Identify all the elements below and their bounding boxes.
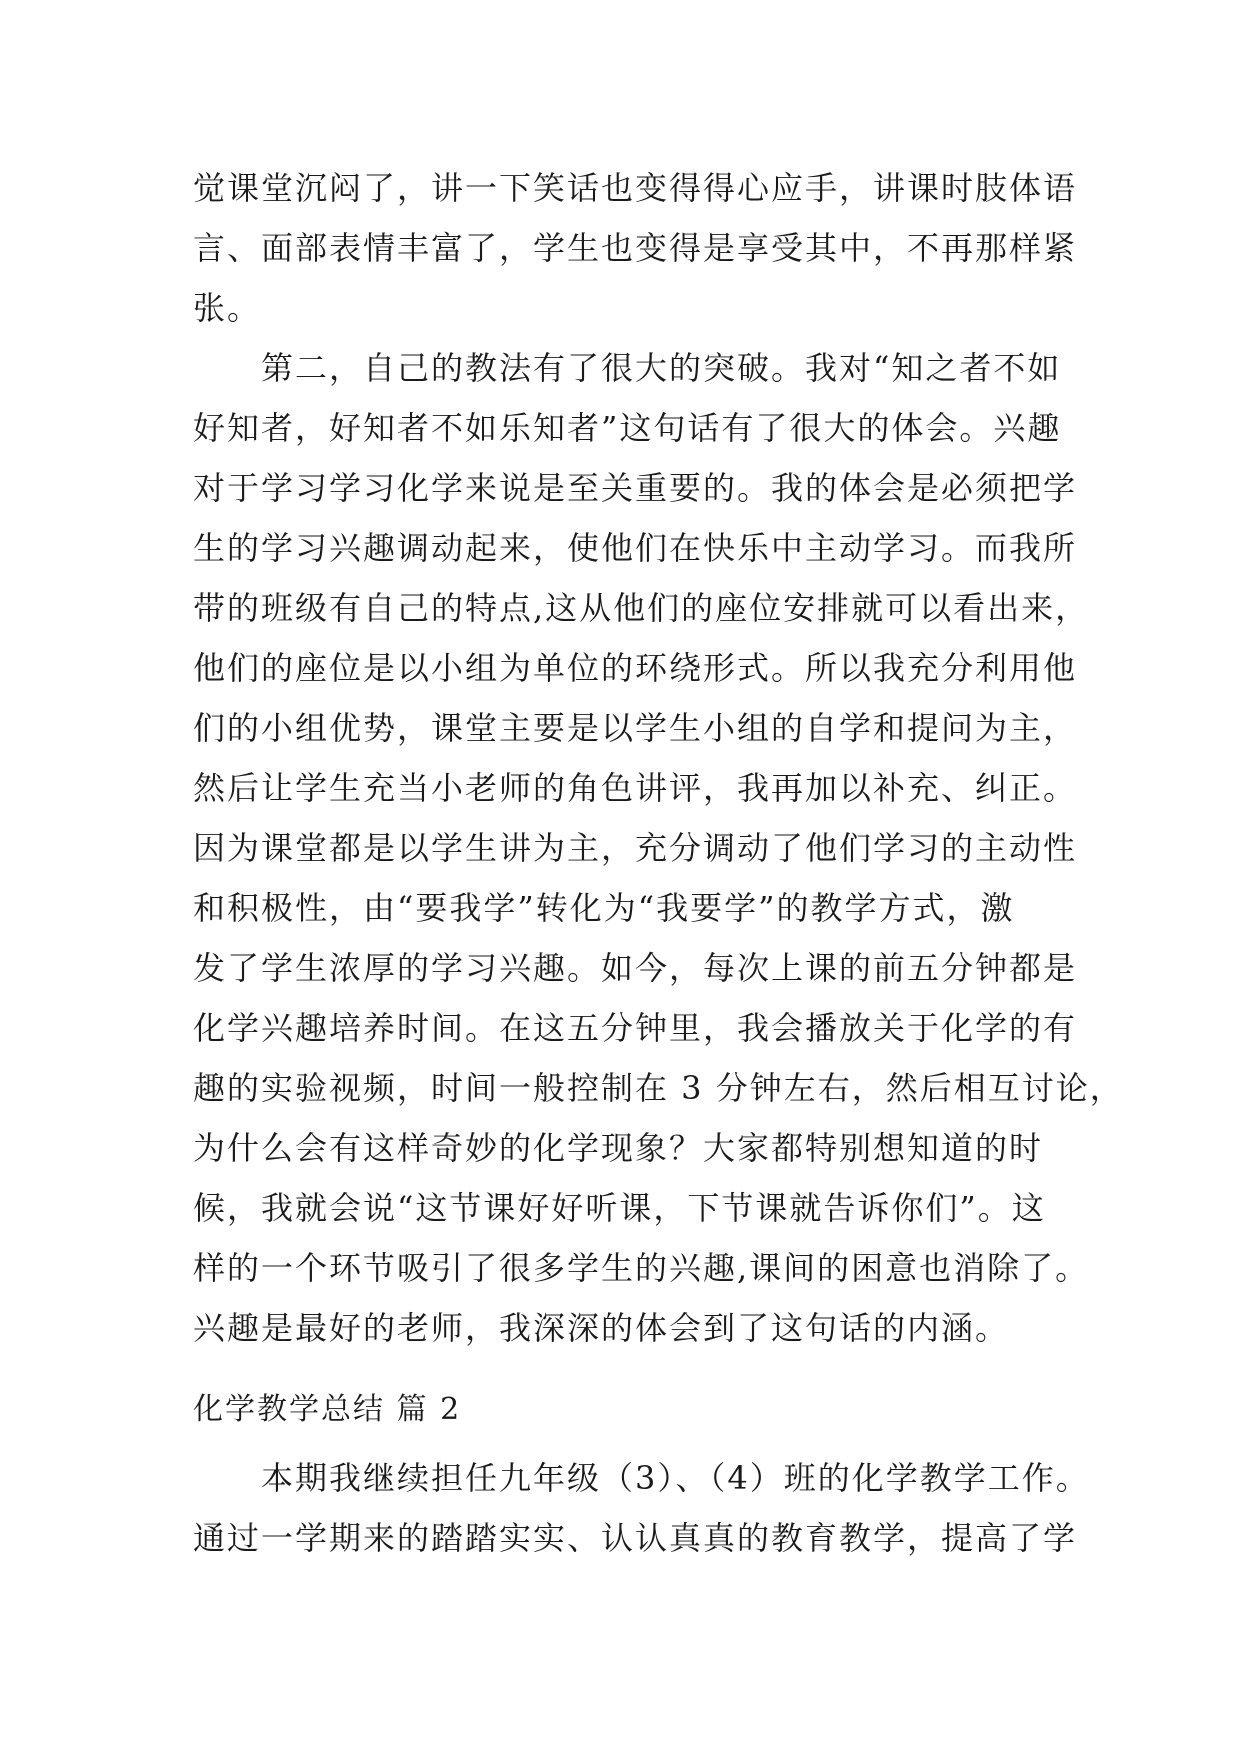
text-line: 趣的实验视频，时间一般控制在 3 分钟左右，然后相互讨论， [193, 1069, 1124, 1107]
text-line: 生的学习兴趣调动起来，使他们在快乐中主动学习。而我所 [193, 529, 1078, 567]
text-line: 好知者，好知者不如乐知者”这句话有了很大的体会。兴趣 [193, 409, 1062, 447]
text-line: 为什么会有这样奇妙的化学现象？大家都特别想知道的时 [193, 1129, 1044, 1167]
paragraph-continuation [193, 158, 1078, 338]
section-heading [193, 1380, 1053, 1440]
text-line: 通过一学期来的踏踏实实、认认真真的教育教学，提高了学 [193, 1519, 1078, 1557]
text-line: 因为课堂都是以学生讲为主，充分调动了他们学习的主动性 [193, 829, 1078, 867]
text-line: 样的一个环节吸引了很多学生的兴趣,课间的困意也消除了。 [193, 1249, 1090, 1287]
text-line: 然后让学生充当小老师的角色讲评，我再加以补充、纠正。 [193, 769, 1078, 807]
text-line: 候，我就会说“这节课好好听课，下节课就告诉你们”。这 [193, 1189, 1046, 1227]
section-title: 化学教学总结 篇 2 [193, 1392, 462, 1427]
paragraph-second-point [193, 338, 1124, 1358]
text-line: 们的小组优势，课堂主要是以学生小组的自学和提问为主， [193, 709, 1078, 747]
text-line: 言、面部表情丰富了，学生也变得是享受其中，不再那样紧 [193, 229, 1078, 267]
text-line: 带的班级有自己的特点,这从他们的座位安排就可以看出来， [193, 589, 1090, 627]
text-line: 他们的座位是以小组为单位的环绕形式。所以我充分利用他 [193, 649, 1078, 687]
paragraph-intro [193, 1448, 1090, 1568]
text-line: 张。 [193, 289, 262, 327]
text-line: 觉课堂沉闷了，讲一下笑话也变得得心应手，讲课时肢体语 [193, 169, 1078, 207]
text-line: 第二，自己的教法有了很大的突破。我对“知之者不如 [193, 349, 1062, 387]
text-line: 发了学生浓厚的学习兴趣。如今，每次上课的前五分钟都是 [193, 949, 1078, 987]
text-line: 和积极性，由“要我学”转化为“我要学”的教学方式，激 [193, 889, 1015, 927]
text-line: 兴趣是最好的老师，我深深的体会到了这句话的内涵。 [193, 1309, 1010, 1347]
text-line: 本期我继续担任九年级（3）、（4）班的化学教学工作。 [193, 1459, 1090, 1497]
text-line: 化学兴趣培养时间。在这五分钟里，我会播放关于化学的有 [193, 1009, 1078, 1047]
text-line: 对于学习学习化学来说是至关重要的。我的体会是必须把学 [193, 469, 1078, 507]
